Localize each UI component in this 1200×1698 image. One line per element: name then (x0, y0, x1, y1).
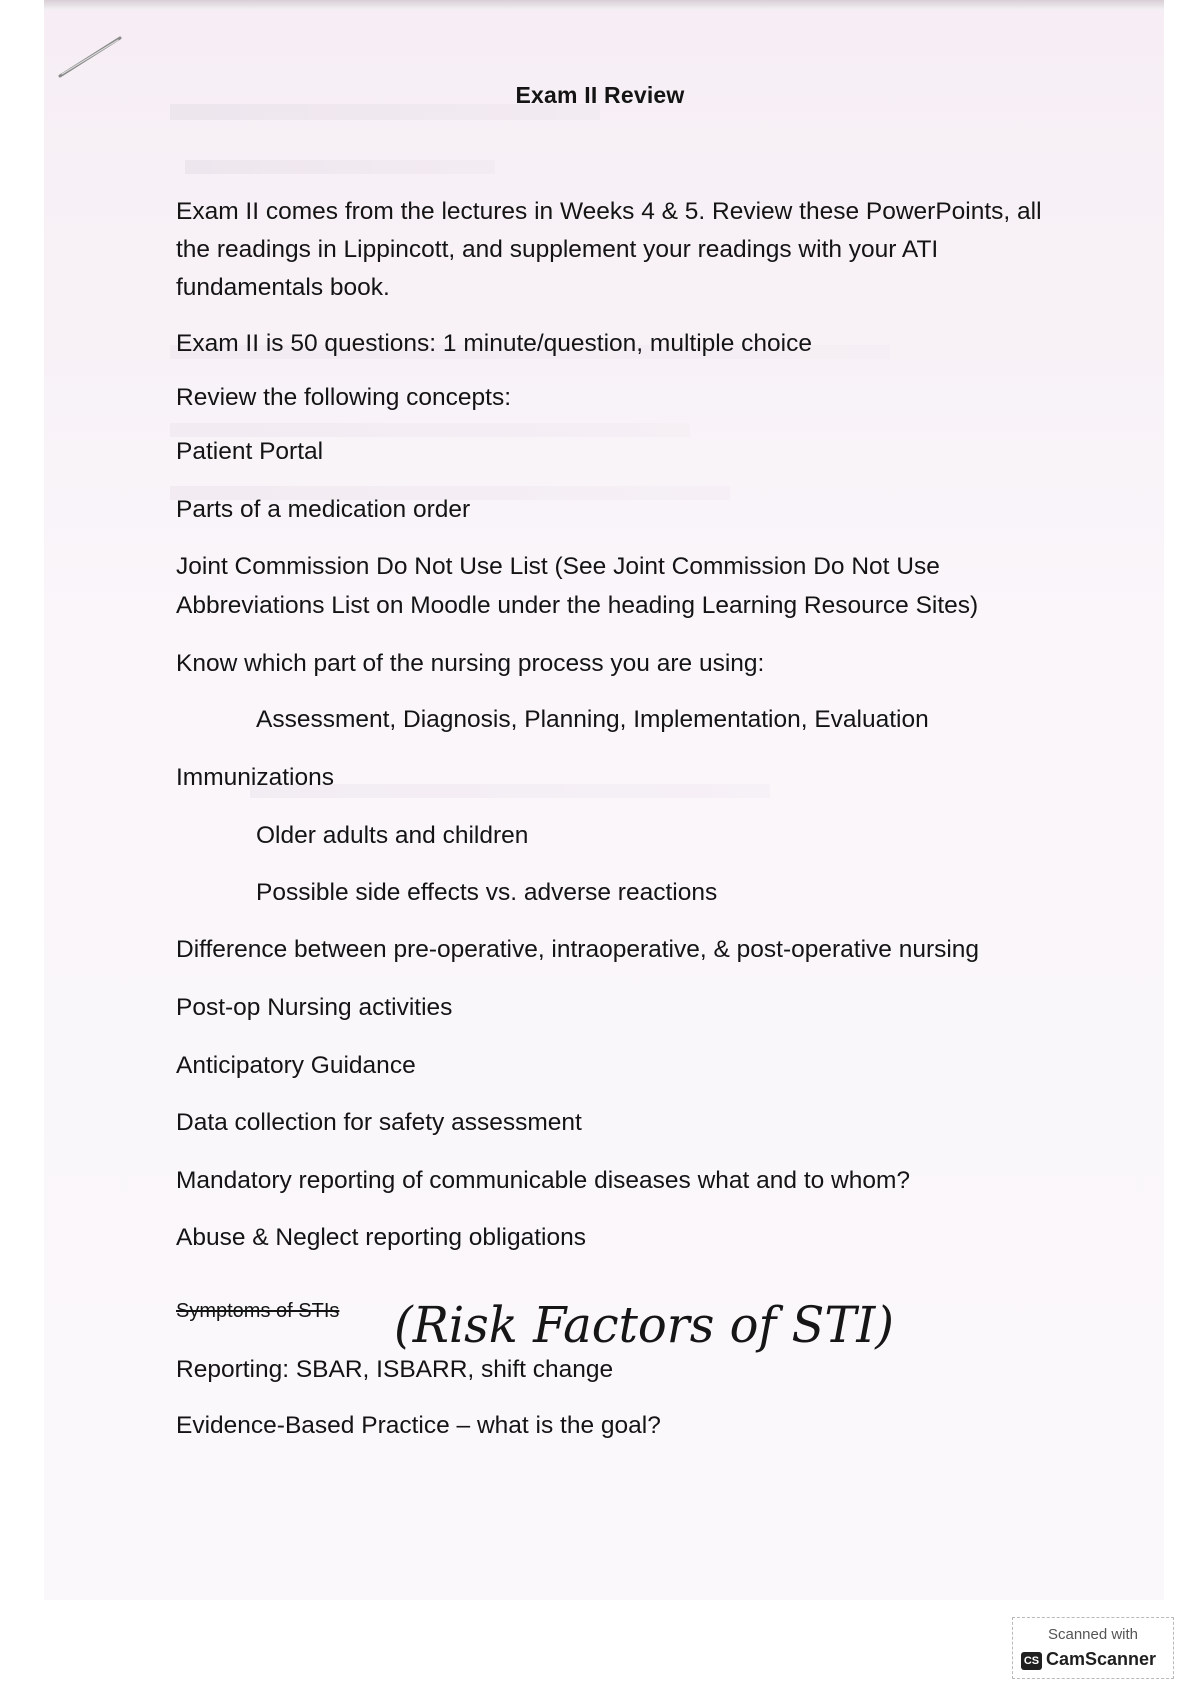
concept-item: Data collection for safety assessment (176, 1109, 582, 1136)
concept-item: Difference between pre-operative, intraoperative, & post-operative nursing (176, 936, 980, 963)
handwritten-note (394, 1270, 904, 1380)
intro-line-2: the readings in Lippincott, and supplement your readings with your ATI (176, 236, 939, 263)
concept-item: Post-op Nursing activities (176, 994, 453, 1021)
handwritten-note-text: (Risk Factors of STI) (394, 1296, 894, 1354)
concept-item: Parts of a medication order (176, 496, 471, 523)
intro-line-1: Exam II comes from the lectures in Weeks 4 & 5. Review these PowerPoints, all (176, 198, 1042, 225)
concept-item: Joint Commission Do Not Use List (See Joint Commission Do Not Use (176, 553, 940, 580)
exam-format-line: Exam II is 50 questions: 1 minute/question, multiple choice (176, 330, 812, 357)
review-heading: Review the following concepts: (176, 384, 512, 411)
camscanner-name: CamScanner (1046, 1649, 1157, 1669)
camscanner-logo-icon: CS (1021, 1652, 1042, 1670)
concept-item: Evidence-Based Practice – what is the goal? (176, 1412, 661, 1439)
concept-item: Reporting: SBAR, ISBARR, shift change (176, 1356, 614, 1383)
concept-item: Know which part of the nursing process you are using: (176, 650, 765, 677)
intro-line-3: fundamentals book. (176, 274, 390, 301)
concept-item: Anticipatory Guidance (176, 1052, 416, 1079)
concept-sub-item: Assessment, Diagnosis, Planning, Implementation, Evaluation (256, 706, 929, 733)
struck-concept-item: Symptoms of STIs (176, 1300, 340, 1322)
concept-sub-item: Possible side effects vs. adverse reactions (256, 879, 718, 906)
bleed-through-mark (170, 423, 690, 437)
scanned-with-label: Scanned with (1047, 1626, 1139, 1643)
pen-stroke-mark (56, 32, 126, 82)
concept-item: Mandatory reporting of communicable diseases what and to whom? (176, 1167, 911, 1194)
bleed-through-mark (185, 160, 495, 174)
camscanner-watermark (1012, 1617, 1174, 1679)
page-title: Exam II Review (515, 82, 685, 108)
concept-item: Abuse & Neglect reporting obligations (176, 1224, 586, 1251)
concept-item: Abbreviations List on Moodle under the heading Learning Resource Sites) (176, 592, 979, 619)
concept-sub-item: Older adults and children (256, 822, 529, 849)
concept-item: Patient Portal (176, 438, 324, 465)
concept-item: Immunizations (176, 764, 334, 791)
